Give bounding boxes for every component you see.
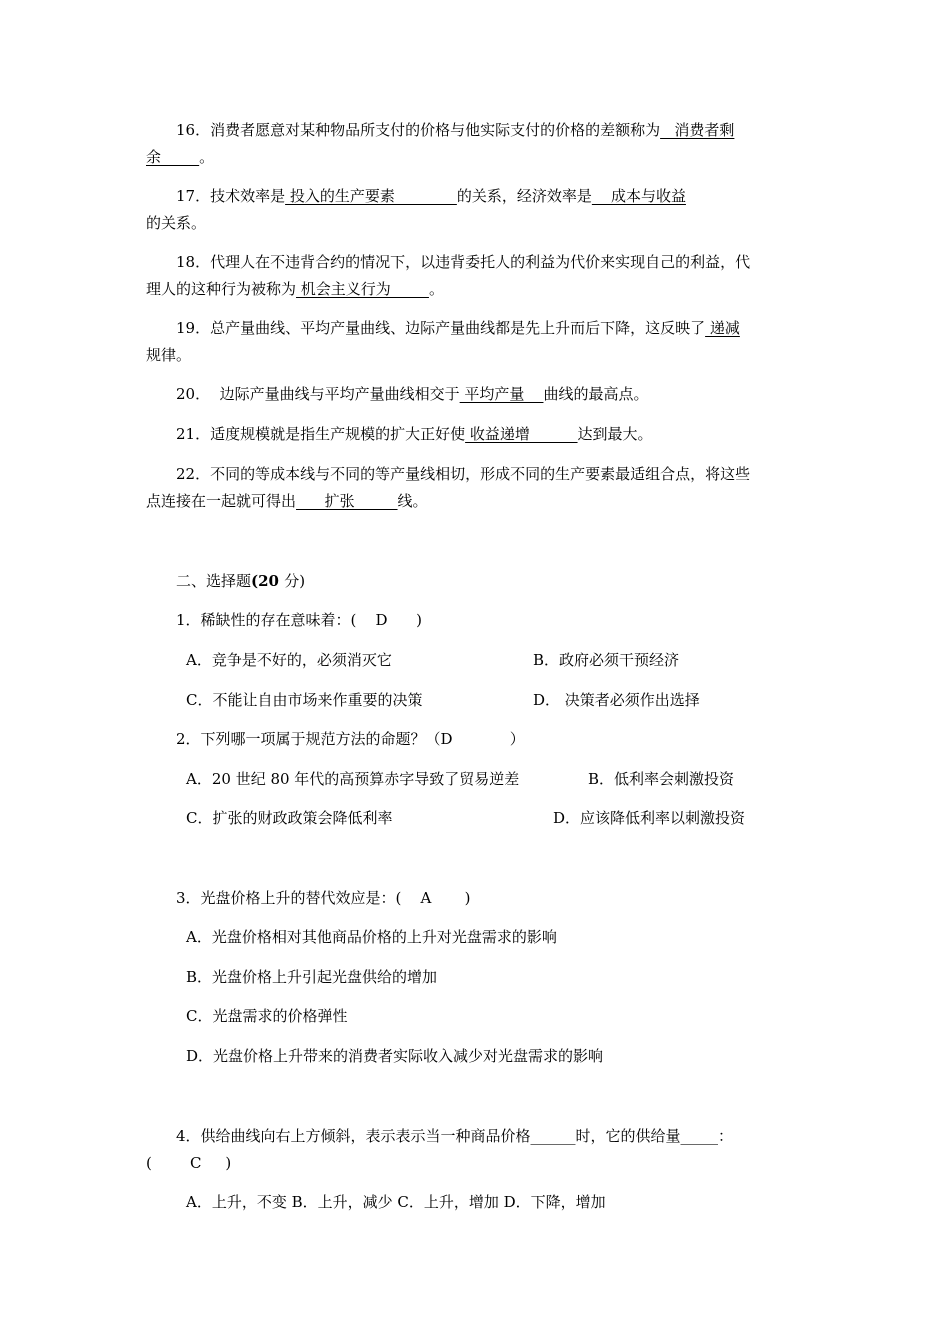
q17-line1: 17．技术效率是 投入的生产要素 的关系，经济效率是 成本与收益	[176, 187, 686, 205]
q22-answer: 扩张	[296, 492, 398, 510]
q17-line2: 的关系。	[146, 214, 207, 232]
mc-q2-option-d: D．应该降低利率以刺激投资	[553, 809, 746, 827]
mc-q3-option-c: C．光盘需求的价格弹性	[186, 1007, 348, 1025]
mc-q2-stem: 2．下列哪一项属于规范方法的命题？（D ）	[176, 730, 525, 748]
mc-q2-option-b: B．低利率会刺激投资	[588, 770, 735, 788]
mc-q1-option-a: A．竞争是不好的，必须消灭它	[186, 651, 392, 669]
q22-line1: 22．不同的等成本线与不同的等产量线相切，形成不同的生产要素最适组合点，将这些	[176, 465, 751, 483]
mc-q1-option-d: D． 决策者必须作出选择	[533, 691, 700, 709]
mc-q3-option-d: D．光盘价格上升带来的消费者实际收入减少对光盘需求的影响	[186, 1047, 604, 1065]
mc-q1-option-b: B．政府必须干预经济	[533, 651, 680, 669]
q18-answer: 机会主义行为	[296, 280, 429, 298]
mc-q2-option-a: A．20 世纪 80 年代的高预算赤字导致了贸易逆差	[186, 770, 520, 788]
q16-line2: 余 。	[146, 148, 215, 166]
mc-q4-line1: 4．供给曲线向右上方倾斜，表示表示当一种商品价格______时，它的供给量_____：	[176, 1127, 734, 1145]
q22-line2: 点连接在一起就可得出 扩张 线。	[146, 492, 428, 510]
q18-line1: 18．代理人在不违背合约的情况下，以违背委托人的利益为代价来实现自己的利益，代	[176, 253, 751, 271]
q18-line2: 理人的这种行为被称为 机会主义行为 。	[146, 280, 444, 298]
q16-line1: 16．消费者愿意对某种物品所支付的价格与他实际支付的价格的差额称为 消费者剩	[176, 121, 735, 139]
mc-q1-stem: 1．稀缺性的存在意味着：( D )	[176, 611, 422, 629]
q21-answer: 收益递增	[465, 425, 578, 443]
q20-answer: 平均产量	[459, 385, 544, 403]
mc-q3-option-b: B．光盘价格上升引起光盘供给的增加	[186, 968, 438, 986]
mc-q3-option-a: A．光盘价格相对其他商品价格的上升对光盘需求的影响	[186, 928, 557, 946]
mc-q4-options: A．上升，不变 B．上升，减少 C．上升，增加 D．下降，增加	[186, 1193, 606, 1211]
q16-answer-cont: 余	[146, 148, 200, 166]
mc-q4-line2: ( C )	[146, 1154, 232, 1172]
q19-answer: 递减	[705, 319, 740, 337]
mc-q1-option-c: C．不能让自由市场来作重要的决策	[186, 691, 423, 709]
mc-q3-stem: 3．光盘价格上升的替代效应是：( A )	[176, 889, 471, 907]
q21-line: 21．适度规模就是指生产规模的扩大正好使 收益递增 达到最大。	[176, 425, 653, 443]
q19-line2: 规律。	[146, 346, 192, 364]
q17-answer-2: 成本与收益	[591, 187, 686, 205]
section-title: 二、选择题(20 分)	[176, 572, 306, 590]
mc-q2-option-c: C．扩张的财政政策会降低利率	[186, 809, 393, 827]
q17-answer-1: 投入的生产要素	[285, 187, 457, 205]
q19-line1: 19．总产量曲线、平均产量曲线、边际产量曲线都是先上升而后下降，这反映了 递减	[176, 319, 740, 337]
q20-line: 20． 边际产量曲线与平均产量曲线相交于 平均产量 曲线的最高点。	[176, 385, 649, 403]
q16-answer: 消费者剩	[660, 121, 735, 139]
